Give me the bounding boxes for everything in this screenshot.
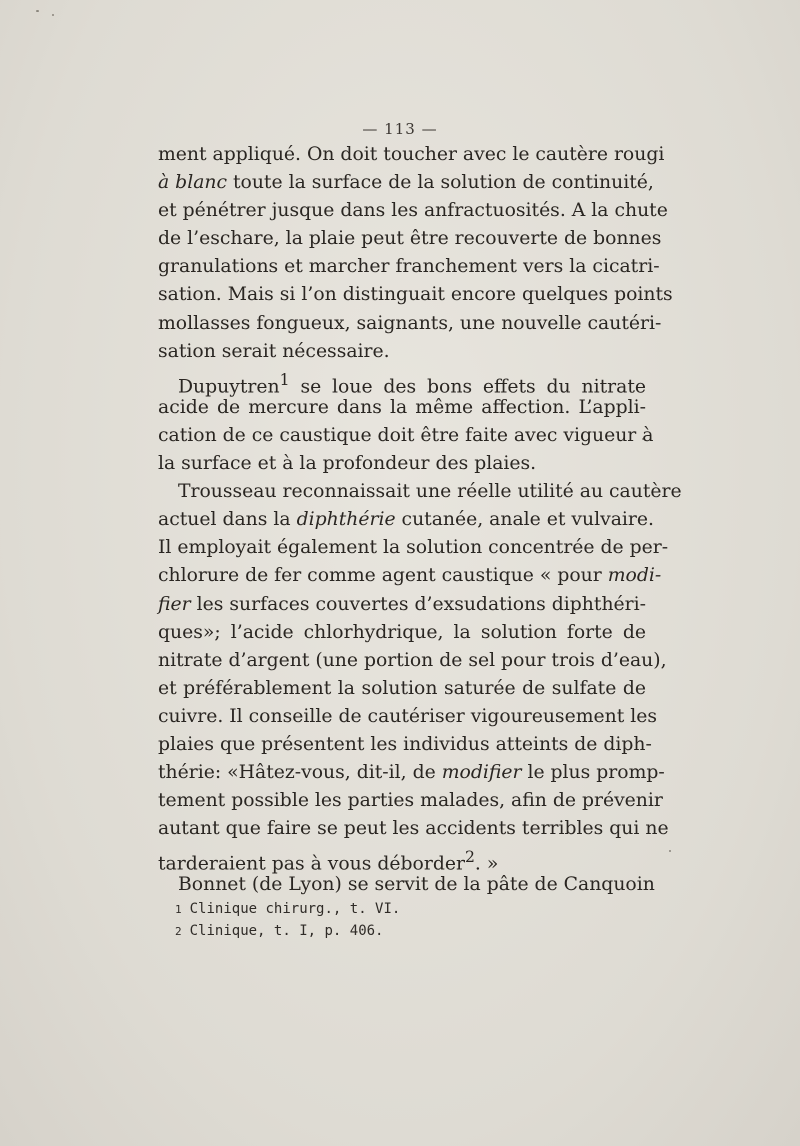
text-line: actuel dans la diphthérie cutanée, anale et vulvaire.	[158, 509, 654, 531]
text-line: ment appliqué. On doit toucher avec le cautère rougi	[158, 144, 665, 165]
text-line: sation serait nécessaire.	[158, 340, 390, 362]
text-line: tarderaient pas à vous déborder$^2$. »	[158, 847, 499, 875]
body-text	[158, 141, 682, 900]
paper-speck	[36, 10, 39, 12]
text-line: et pénétrer jusque dans les anfractuosités. A la chute	[158, 200, 668, 222]
text-line: granulations et marcher franchement vers la cicatri-	[158, 256, 660, 278]
text-line: chlorure de fer comme agent caustique « pour modi-	[158, 565, 662, 587]
footnote	[175, 898, 595, 920]
footnote-mark: 1	[175, 903, 182, 916]
text-line: tement possible les parties malades, afin de prévenir	[158, 790, 663, 812]
text-line: cuivre. Il conseille de cautériser vigoureusement les	[158, 705, 657, 727]
text-line: Il employait également la solution concentrée de per-	[158, 537, 669, 559]
footnote-text: Clinique chirurg., t. VI.	[189, 901, 401, 917]
text-line: acide de mercure dans la même affection. L’appli-	[158, 396, 646, 418]
text-line: nitrate d’argent (une portion de sel pour trois d’eau),	[158, 649, 667, 671]
text-line: fier les surfaces couvertes d’exsudations diphthéri-	[158, 593, 646, 615]
text-line: cation de ce caustique doit être faite avec vigueur à	[158, 424, 654, 446]
text-line: de l’eschare, la plaie peut être recouverte de bonnes	[158, 228, 662, 250]
text-line: la surface et à la profondeur des plaies.	[158, 453, 537, 475]
text-line: mollasses fongueux, saignants, une nouvelle cautéri-	[158, 312, 662, 334]
text-line: Bonnet (de Lyon) se servit de la pâte de Canquoin	[178, 874, 655, 896]
text-line: Trousseau reconnaissait une réelle utilité au cautère	[178, 481, 682, 503]
text-line: plaies que présentent les individus atteints de diph-	[158, 733, 652, 755]
paper-speck	[52, 14, 54, 16]
text-line: autant que faire se peut les accidents terribles qui ne	[158, 818, 669, 840]
text-line: Dupuytren$^1$ se loue des bons effets du nitrate	[178, 369, 646, 398]
text-line: ques»; l’acide chlorhydrique, la solution forte de	[158, 621, 646, 643]
footnote-mark: 2	[175, 925, 182, 938]
page-number: — 113 —	[362, 120, 438, 138]
text-line: thérie: «Hâtez-vous, dit-il, de modifier le plus promp-	[158, 762, 665, 784]
text-line: sation. Mais si l’on distinguait encore quelques points	[158, 284, 673, 306]
text-line: et préférablement la solution saturée de sulfate de	[158, 677, 646, 699]
footnote-text: Clinique, t. I, p. 406.	[189, 923, 384, 939]
footnote	[175, 920, 595, 942]
text-line: à blanc toute la surface de la solution de continuité,	[158, 172, 654, 194]
footnotes	[175, 898, 595, 942]
paper-speck	[669, 850, 671, 852]
